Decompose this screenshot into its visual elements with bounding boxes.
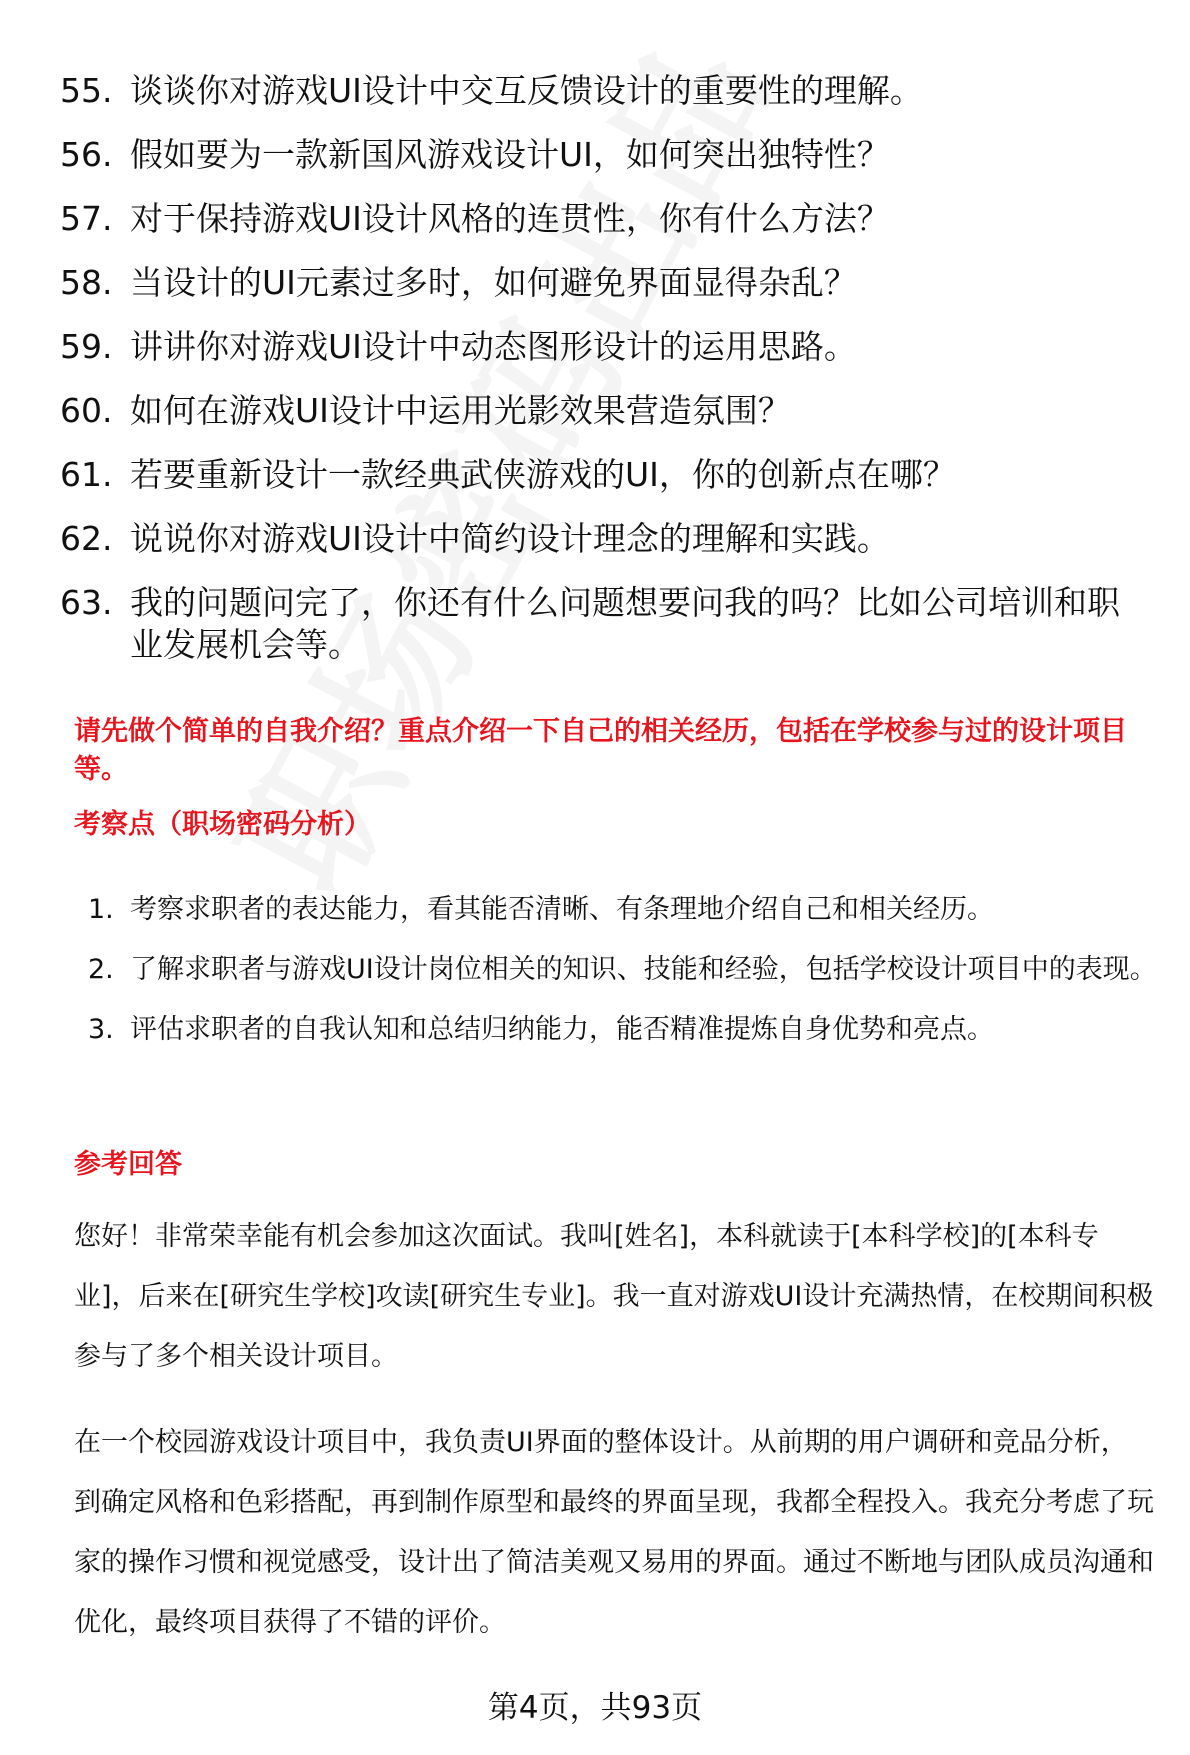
question-number: 59. [60, 327, 113, 366]
question-item [60, 134, 1150, 176]
question-text: 当设计的UI元素过多时，如何避免界面显得杂乱？ [130, 263, 857, 302]
question-item [60, 326, 1150, 368]
question-item [60, 518, 1150, 560]
analysis-heading: 考察点（职场密码分析） [74, 809, 371, 840]
question-item [60, 198, 1150, 240]
point-text: 了解求职者与游戏UI设计岗位相关的知识、技能和经验，包括学校设计项目中的表现。 [130, 954, 1157, 985]
analysis-point-list [88, 880, 1158, 1060]
point-number: 3. [88, 1014, 114, 1045]
question-text: 若要重新设计一款经典武侠游戏的UI，你的创新点在哪？ [130, 455, 956, 494]
question-text: 如何在游戏UI设计中运用光影效果营造氛围？ [130, 391, 791, 430]
question-item [60, 262, 1150, 304]
question-text: 说说你对游戏UI设计中简约设计理念的理解和实践。 [130, 519, 890, 558]
question-number: 55. [60, 71, 113, 110]
analysis-point [88, 940, 1158, 1000]
question-text: 讲讲你对游戏UI设计中动态图形设计的运用思路。 [130, 327, 857, 366]
answer-heading: 参考回答 [74, 1149, 182, 1180]
question-number: 62. [60, 519, 113, 558]
question-number: 63. [60, 583, 113, 622]
question-item [60, 454, 1150, 496]
question-text: 谈谈你对游戏UI设计中交互反馈设计的重要性的理解。 [130, 71, 923, 110]
question-number: 56. [60, 135, 113, 174]
question-text: 我的问题问完了，你还有什么问题想要问我的吗？比如公司培训和职业发展机会等。 [130, 583, 1120, 664]
question-item [60, 70, 1150, 112]
interview-question-title: 请先做个简单的自我介绍？重点介绍一下自己的相关经历，包括在学校参与过的设计项目等。 [74, 716, 1127, 785]
point-number: 1. [88, 894, 114, 925]
question-number: 58. [60, 263, 113, 302]
answer-paragraph: 在一个校园游戏设计项目中，我负责UI界面的整体设计。从前期的用户调研和竞品分析，到确定风格和色彩搭配，再到制作原型和最终的界面呈现，我都全程投入。我充分考虑了玩家的操作习惯和视觉感受，设计出了简洁美观又易用的界面。通过不断地与团队成员沟通和优化，最终项目获得了不错的评价。 [74, 1427, 1154, 1638]
question-text: 对于保持游戏UI设计风格的连贯性，你有什么方法？ [130, 199, 890, 238]
answer-paragraph: 您好！非常荣幸能有机会参加这次面试。我叫[姓名]，本科就读于[本科学校]的[本科专业]，后来在[研究生学校]攻读[研究生专业]。我一直对游戏UI设计充满热情，在校期间积极参与了多个相关设计项目。 [74, 1221, 1154, 1372]
page-number: 第4页，共93页 [487, 1690, 703, 1726]
question-number: 60. [60, 391, 113, 430]
analysis-point [88, 880, 1158, 940]
point-text: 考察求职者的表达能力，看其能否清晰、有条理地介绍自己和相关经历。 [130, 894, 994, 925]
point-number: 2. [88, 954, 114, 985]
question-number: 61. [60, 455, 113, 494]
point-text: 评估求职者的自我认知和总结归纳能力，能否精准提炼自身优势和亮点。 [130, 1014, 994, 1045]
question-list [60, 70, 1150, 666]
question-number: 57. [60, 199, 113, 238]
question-item [60, 582, 1150, 666]
analysis-point [88, 1000, 1158, 1060]
question-item [60, 390, 1150, 432]
question-text: 假如要为一款新国风游戏设计UI，如何突出独特性？ [130, 135, 890, 174]
